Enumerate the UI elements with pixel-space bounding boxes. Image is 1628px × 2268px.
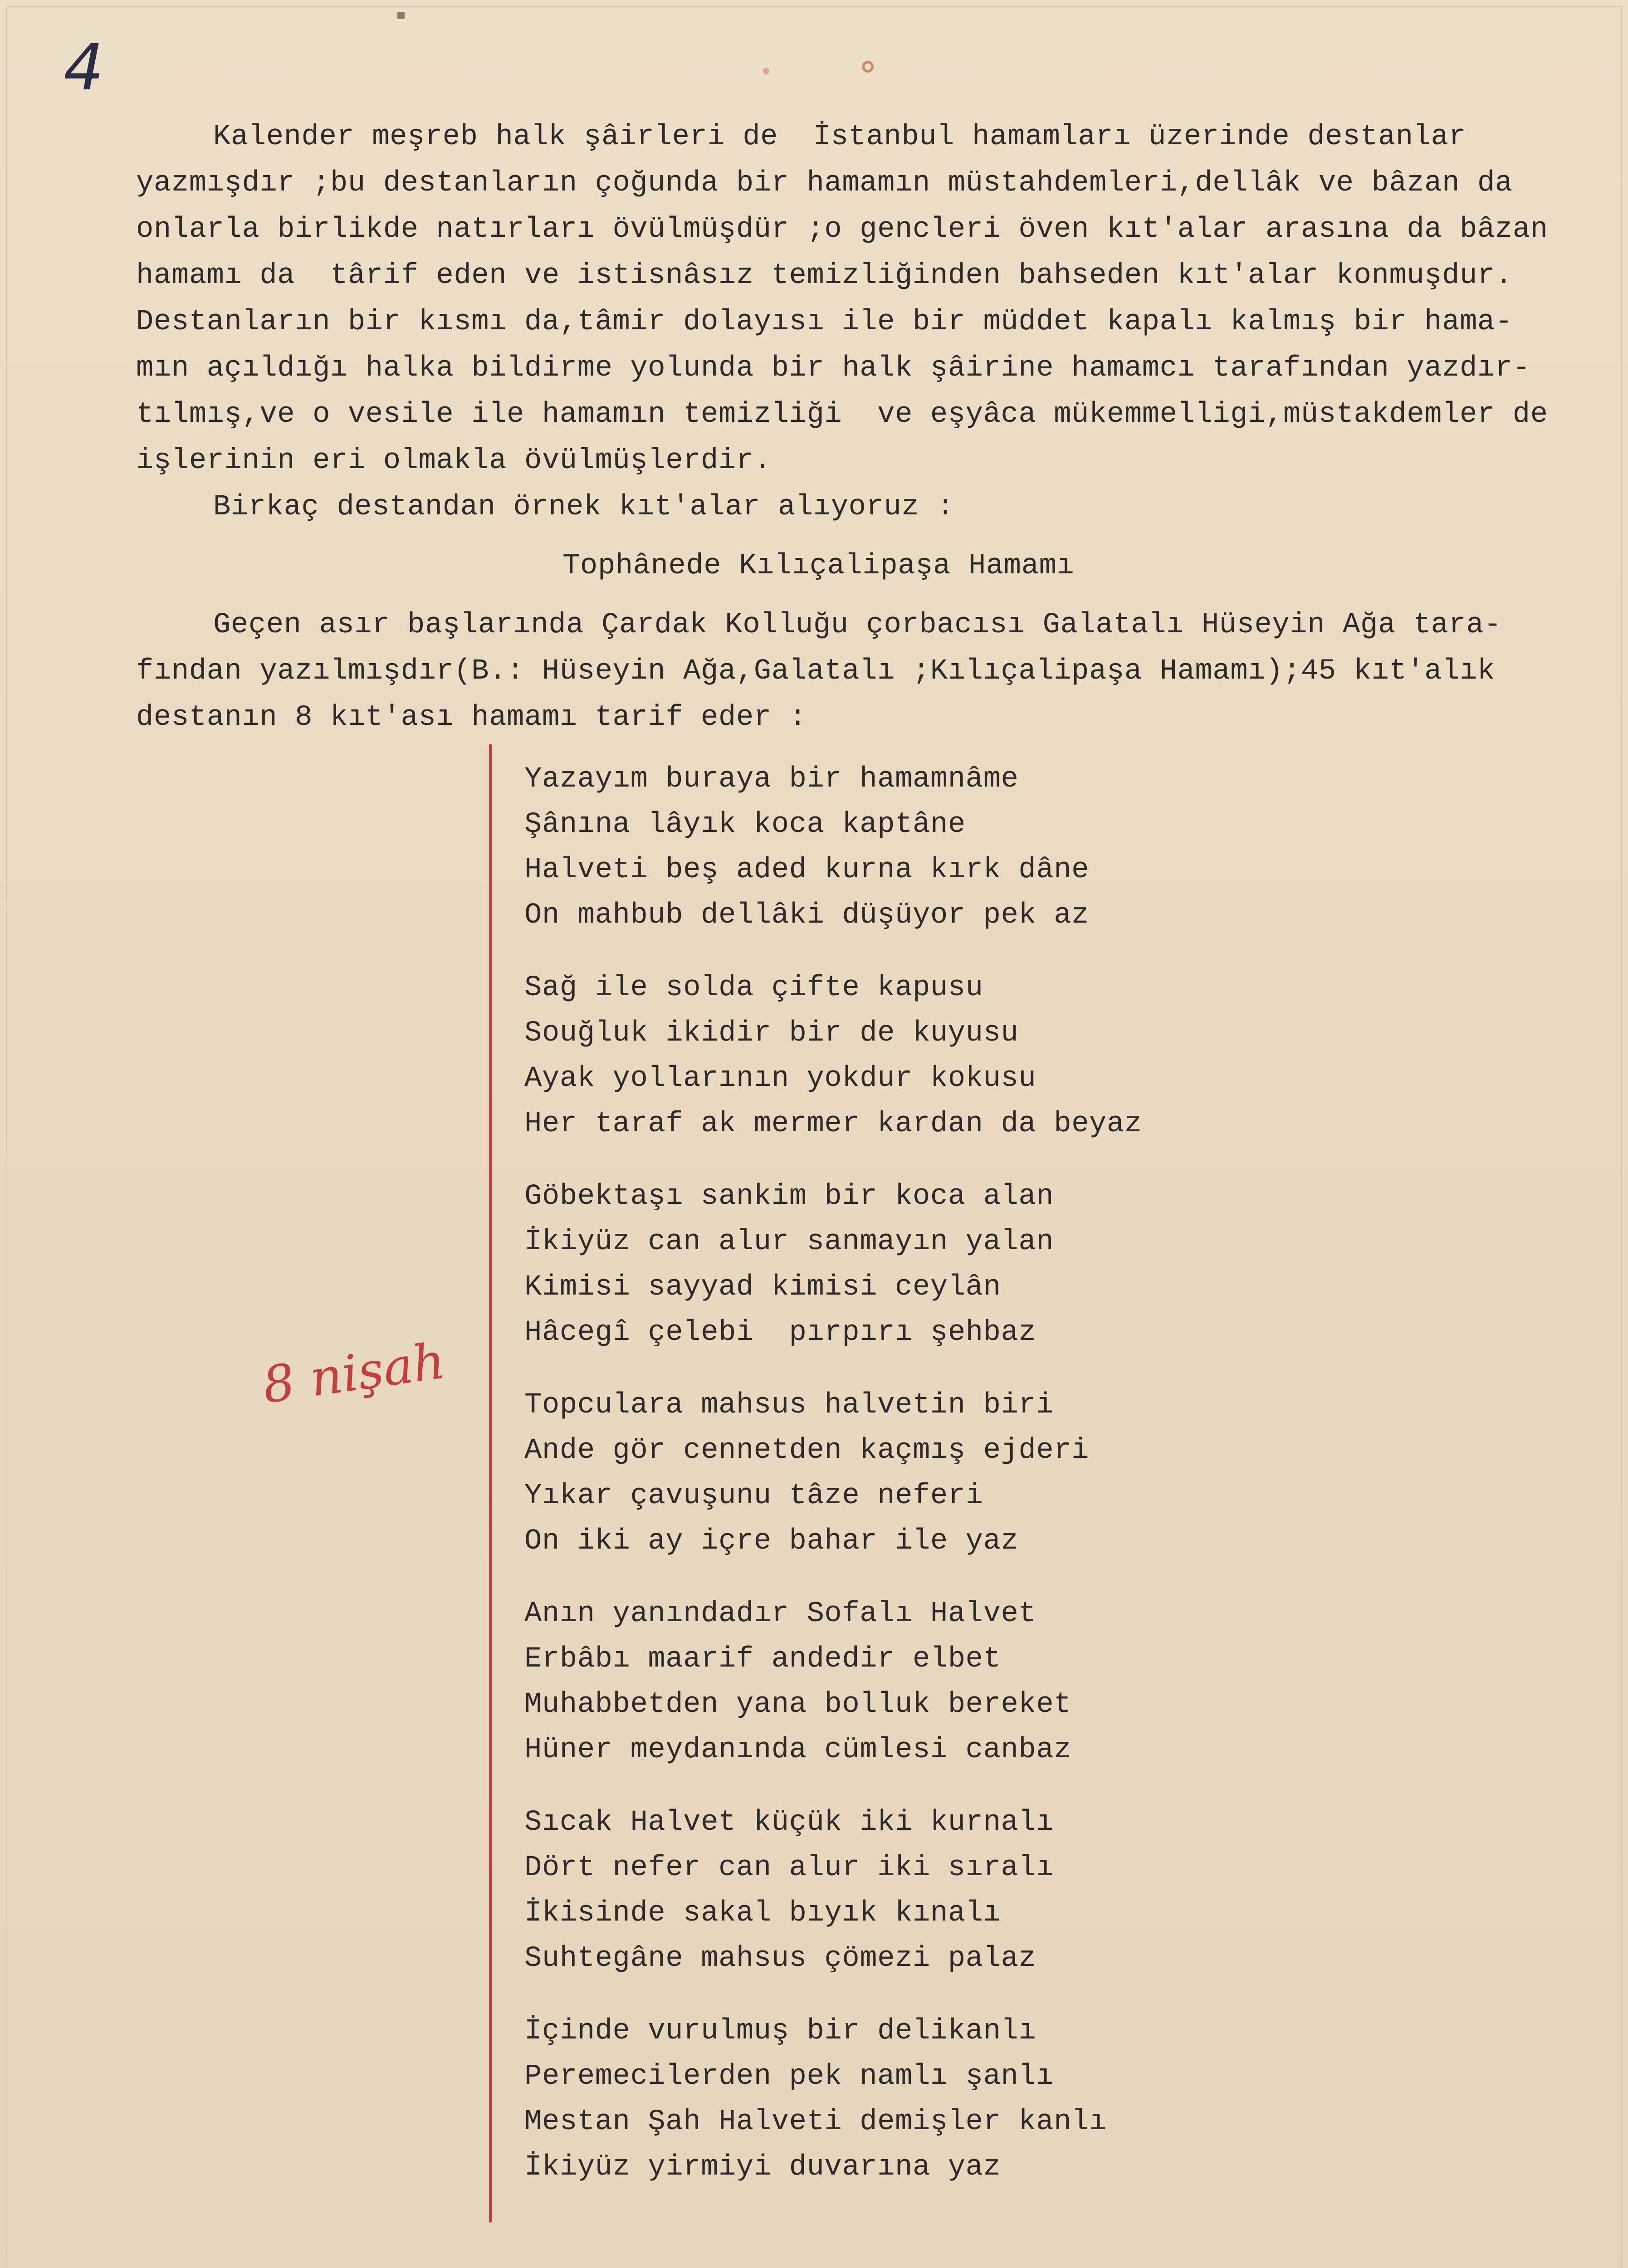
prose-line: işlerinin eri olmakla övülmüşlerdir.	[136, 445, 772, 477]
verse-line: Göbektaşı sankim bir koca alan	[524, 1180, 1054, 1213]
verse-line: Ayak yollarının yokdur kokusu	[524, 1062, 1036, 1095]
verse-line: Sıcak Halvet küçük iki kurnalı	[524, 1806, 1054, 1839]
verse-line: Her taraf ak mermer kardan da beyaz	[524, 1108, 1142, 1140]
paper-mark	[397, 12, 405, 19]
intro-line: Geçen asır başlarında Çardak Kolluğu çorbacısı Galatalı Hüseyin Ağa tara-	[213, 609, 1502, 641]
section-heading: Tophânede Kılıçalipaşa Hamamı	[562, 550, 1075, 582]
verse-line: Suhtegâne mahsus çömezi palaz	[524, 1942, 1036, 1975]
paper-mark	[763, 68, 769, 74]
verse-line: Anın yanındadır Sofalı Halvet	[524, 1598, 1036, 1630]
verse-line: İçinde vurulmuş bir delikanlı	[524, 2015, 1036, 2048]
verse-line: Şânına lâyık koca kaptâne	[524, 808, 966, 841]
paper-mark	[862, 61, 874, 73]
verse-line: Halveti beş aded kurna kırk dâne	[524, 854, 1089, 886]
verse-line: Mestan Şah Halveti demişler kanlı	[524, 2106, 1107, 2138]
verse-line: Peremecilerden pek namlı şanlı	[524, 2060, 1054, 2093]
prose-line: Birkaç destandan örnek kıt'alar alıyoruz :	[213, 491, 955, 523]
verse-line: Dört nefer can alur iki sıralı	[524, 1852, 1054, 1884]
verse-line: Sağ ile solda çifte kapusu	[524, 972, 983, 1004]
page-number: 4	[64, 31, 104, 105]
verse-line: Topculara mahsus halvetin biri	[524, 1389, 1054, 1422]
verse-line: Hâcegî çelebi pırpırı şehbaz	[524, 1316, 1036, 1349]
verse-line: Muhabbetden yana bolluk bereket	[524, 1688, 1072, 1721]
prose-line: yazmışdır ;bu destanların çoğunda bir hamamın müstahdemleri,dellâk ve bâzan da	[136, 167, 1513, 200]
verse-line: Ande gör cennetden kaçmış ejderi	[524, 1434, 1089, 1467]
verse-line: Yazayım buraya bir hamamnâme	[524, 763, 1019, 796]
verse-line: Yıkar çavuşunu tâze neferi	[524, 1480, 983, 1512]
intro-line: fından yazılmışdır(B.: Hüseyin Ağa,Galatalı ;Kılıçalipaşa Hamamı);45 kıt'alık	[136, 655, 1495, 688]
prose-line: hamamı da târif eden ve istisnâsız temizliğinden bahseden kıt'alar konmuşdur.	[136, 259, 1513, 292]
margin-annotation: 8 nişah	[259, 1331, 449, 1415]
prose-line: tılmış,ve o vesile ile hamamın temizliği ve eşyâca mükemmelligi,müstakdemler de	[136, 398, 1548, 431]
prose-line: onlarla birlikde natırları övülmüşdür ;o gencleri öven kıt'alar arasına da bâzan	[136, 213, 1548, 246]
verse-line: İkiyüz yirmiyi duvarına yaz	[524, 2151, 1001, 2184]
verse-line: İkiyüz can alur sanmayın yalan	[524, 1226, 1054, 1258]
verse-line: İkisinde sakal bıyık kınalı	[524, 1897, 1001, 1930]
intro-line: destanın 8 kıt'ası hamamı tarif eder :	[136, 701, 807, 734]
red-margin-line	[489, 744, 492, 2223]
prose-line: Kalender meşreb halk şâirleri de İstanbul hamamları üzerinde destanlar	[213, 121, 1467, 153]
verse-line: Souğluk ikidir bir de kuyusu	[524, 1017, 1019, 1050]
verse-line: Hüner meydanında cümlesi canbaz	[524, 1734, 1072, 1766]
verse-line: Erbâbı maarif andedir elbet	[524, 1643, 1001, 1676]
prose-line: mın açıldığı halka bildirme yolunda bir halk şâirine hamamcı tarafından yazdır-	[136, 352, 1530, 385]
verse-line: Kimisi sayyad kimisi ceylân	[524, 1271, 1001, 1304]
verse-line: On mahbub dellâki düşüyor pek az	[524, 899, 1089, 932]
verse-line: On iki ay içre bahar ile yaz	[524, 1525, 1019, 1558]
prose-line: Destanların bir kısmı da,tâmir dolayısı ile bir müddet kapalı kalmış bir hama-	[136, 306, 1513, 338]
